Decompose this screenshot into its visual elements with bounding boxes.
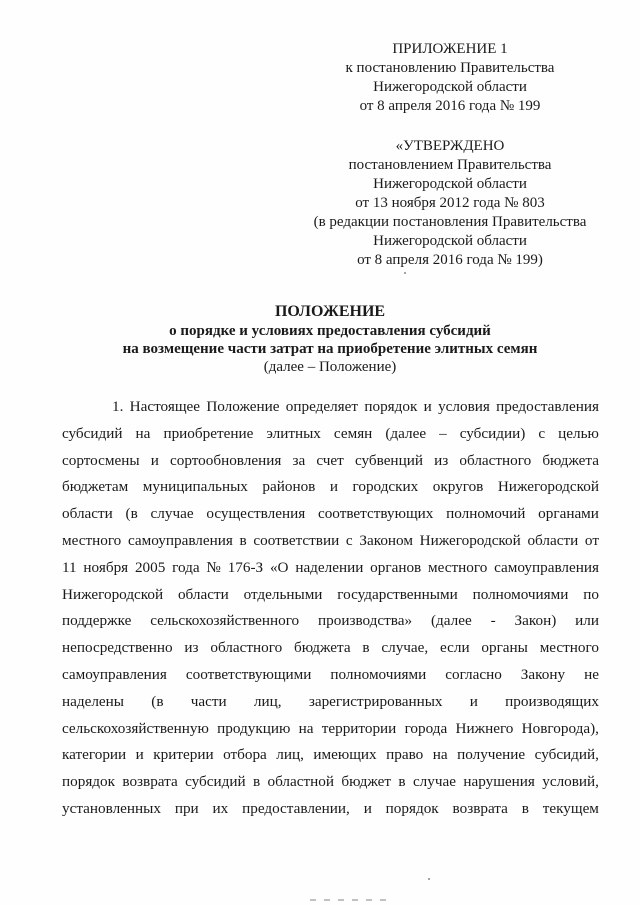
body-word: осуществления bbox=[206, 505, 306, 523]
body-word: бюджета bbox=[293, 639, 351, 657]
body-word: (далее bbox=[385, 424, 427, 442]
body-word: наделении bbox=[295, 558, 364, 576]
document-body bbox=[62, 394, 599, 823]
body-word: продукцию bbox=[217, 719, 291, 737]
body-word: критерии bbox=[153, 746, 214, 764]
body-word: из bbox=[434, 451, 449, 469]
body-word: районов bbox=[262, 478, 316, 496]
body-word: местного bbox=[539, 639, 599, 657]
body-word: области bbox=[177, 585, 229, 603]
body-word: органами bbox=[538, 505, 599, 523]
body-word: полномочий bbox=[446, 505, 526, 523]
body-word: в bbox=[252, 773, 261, 791]
body-word: областной bbox=[267, 773, 334, 791]
body-word: (в bbox=[151, 692, 164, 710]
body-word: государственными bbox=[337, 585, 458, 603]
body-word: соответствии bbox=[253, 531, 340, 549]
body-word: 2005 bbox=[134, 558, 166, 576]
body-word: определяет bbox=[285, 398, 359, 415]
body-word: на bbox=[135, 424, 151, 442]
body-word: производящих bbox=[505, 692, 599, 710]
body-word: года bbox=[172, 558, 200, 576]
body-line bbox=[62, 662, 599, 689]
body-word: возврата bbox=[452, 799, 508, 817]
body-word: согласно bbox=[445, 665, 502, 683]
body-word: право bbox=[386, 746, 424, 764]
body-word: Закон) bbox=[514, 612, 557, 630]
body-word: Законом bbox=[359, 531, 413, 549]
body-word: порядок bbox=[62, 773, 116, 791]
body-word: бюджетам bbox=[62, 478, 129, 496]
body-word: Нижегородской bbox=[419, 531, 521, 549]
body-word: счет bbox=[316, 451, 344, 469]
body-word: субвенций bbox=[354, 451, 423, 469]
title-heading: ПОЛОЖЕНИЕ bbox=[274, 303, 386, 320]
body-word: соответствующими bbox=[185, 665, 312, 683]
appendix-line: Нижегородской области bbox=[373, 79, 527, 95]
body-word: - bbox=[490, 612, 496, 630]
body-word: (далее bbox=[430, 612, 472, 630]
appendix-line: от 8 апреля 2016 года № 199 bbox=[359, 98, 541, 114]
body-word: при bbox=[174, 799, 199, 817]
body-word: случае bbox=[412, 773, 456, 791]
body-word: их bbox=[212, 799, 229, 817]
body-word: семян bbox=[333, 424, 373, 442]
body-word: – bbox=[439, 424, 447, 442]
body-word: самоуправления bbox=[494, 558, 599, 576]
approved-line: (в редакции постановления Правительства bbox=[313, 214, 587, 230]
body-word: отбора bbox=[223, 746, 267, 764]
body-word: области bbox=[527, 531, 579, 549]
body-word: и bbox=[469, 692, 478, 710]
body-word: и bbox=[329, 478, 338, 496]
body-word: условий, bbox=[542, 773, 599, 791]
body-word: сельскохозяйственную bbox=[62, 719, 209, 737]
body-word: установленных bbox=[62, 799, 161, 817]
body-word: и bbox=[150, 451, 159, 469]
scan-speck bbox=[428, 878, 430, 880]
approved-line: от 8 апреля 2016 года № 199) bbox=[357, 252, 543, 268]
body-word: территории bbox=[321, 719, 397, 737]
body-word: (в bbox=[125, 505, 138, 523]
body-word: порядок bbox=[364, 398, 418, 415]
body-word: муниципальных bbox=[142, 478, 248, 496]
body-word: из bbox=[184, 639, 199, 657]
approved-line: Нижегородской области bbox=[373, 233, 527, 249]
body-line bbox=[62, 394, 599, 421]
body-line bbox=[62, 501, 599, 528]
body-word: органов bbox=[370, 558, 422, 576]
body-word: в bbox=[398, 773, 406, 791]
title-note: (далее – Положение) bbox=[263, 359, 397, 375]
approved-line: постановлением Правительства bbox=[348, 157, 552, 173]
body-word: Нижнего bbox=[455, 719, 514, 737]
scan-artifact bbox=[310, 899, 390, 901]
body-word: сортосмены bbox=[62, 451, 140, 469]
body-word: предоставлении, bbox=[242, 799, 350, 817]
body-word: округов bbox=[432, 478, 484, 496]
body-word: сортообновления bbox=[169, 451, 282, 469]
body-line bbox=[62, 448, 599, 475]
body-line bbox=[62, 689, 599, 716]
body-word: поддержке bbox=[62, 612, 132, 630]
body-word: 11 bbox=[62, 558, 77, 576]
body-word: порядок bbox=[385, 799, 439, 817]
body-word: бюджета bbox=[542, 451, 599, 469]
body-word: на bbox=[298, 719, 314, 737]
document-title bbox=[60, 303, 600, 376]
body-word: 176-З bbox=[227, 558, 264, 576]
body-word: субсидий, bbox=[534, 746, 599, 764]
body-line bbox=[62, 582, 599, 609]
appendix-line: ПРИЛОЖЕНИЕ 1 bbox=[392, 41, 508, 57]
body-word: категории bbox=[62, 746, 127, 764]
body-word: с bbox=[538, 424, 546, 442]
title-subtitle: о порядке и условиях предоставления субсидий bbox=[169, 323, 491, 339]
body-word: Закону bbox=[520, 665, 566, 683]
body-word: № bbox=[206, 558, 221, 576]
body-word: самоуправления bbox=[127, 531, 233, 549]
body-word: и bbox=[423, 398, 432, 415]
body-line bbox=[62, 742, 599, 769]
body-word: и bbox=[135, 746, 144, 764]
body-word: производства» bbox=[318, 612, 413, 630]
appendix-line: к постановлению Правительства bbox=[345, 60, 555, 76]
appendix-stamp bbox=[300, 40, 600, 116]
body-word: лиц, bbox=[253, 692, 282, 710]
body-word: областного bbox=[210, 639, 283, 657]
body-word: текущем bbox=[542, 799, 599, 817]
body-line bbox=[62, 421, 599, 448]
body-word: целью bbox=[558, 424, 599, 442]
body-line bbox=[62, 555, 599, 582]
body-word: приобретение bbox=[163, 424, 254, 442]
body-word: Новгорода), bbox=[521, 719, 599, 737]
body-word: и bbox=[363, 799, 372, 817]
body-line bbox=[62, 608, 599, 635]
body-word: за bbox=[292, 451, 306, 469]
body-word: в bbox=[362, 639, 370, 657]
body-word: элитных bbox=[266, 424, 321, 442]
body-line bbox=[62, 528, 599, 555]
body-word: местного bbox=[428, 558, 488, 576]
body-word: ноября bbox=[83, 558, 129, 576]
body-line bbox=[62, 769, 599, 796]
body-word: отдельными bbox=[243, 585, 323, 603]
title-subtitle: на возмещение части затрат на приобретение элитных семян bbox=[122, 341, 538, 357]
body-word: соответствующих bbox=[317, 505, 434, 523]
body-word: лиц, bbox=[276, 746, 304, 764]
body-word: не bbox=[584, 665, 599, 683]
body-word: субсидий bbox=[62, 424, 123, 442]
body-word: субсидий bbox=[185, 773, 246, 791]
body-word: полномочиями bbox=[472, 585, 569, 603]
body-word: на bbox=[432, 746, 448, 764]
scan-speck bbox=[404, 272, 406, 274]
body-word: города bbox=[404, 719, 448, 737]
body-word: в bbox=[239, 531, 247, 549]
body-line bbox=[62, 796, 599, 823]
body-word: области bbox=[62, 505, 113, 523]
body-word: субсидии) bbox=[459, 424, 526, 442]
body-word: по bbox=[583, 585, 599, 603]
body-word: от bbox=[584, 531, 599, 549]
body-word: или bbox=[575, 612, 599, 630]
body-line bbox=[62, 716, 599, 743]
approved-stamp bbox=[300, 137, 600, 270]
body-word: сельскохозяйственного bbox=[150, 612, 300, 630]
body-word: наделены bbox=[62, 692, 124, 710]
body-word: получение bbox=[457, 746, 526, 764]
approved-line: от 13 ноября 2012 года № 803 bbox=[355, 195, 545, 211]
body-word: 1. bbox=[112, 398, 124, 415]
body-word: полномочиями bbox=[330, 665, 427, 683]
body-word: областного bbox=[459, 451, 532, 469]
body-word: части bbox=[190, 692, 227, 710]
approved-line: Нижегородской области bbox=[373, 176, 527, 192]
body-word: Положение bbox=[206, 398, 280, 415]
body-word: случае bbox=[150, 505, 194, 523]
body-word: местного bbox=[62, 531, 122, 549]
body-word: бюджет bbox=[341, 773, 392, 791]
body-word: условия bbox=[438, 398, 490, 415]
body-word: Нижегородской bbox=[497, 478, 599, 496]
body-word: непосредственно bbox=[62, 639, 173, 657]
body-word: если bbox=[440, 639, 470, 657]
body-word: Нижегородской bbox=[62, 585, 164, 603]
body-word: случае, bbox=[381, 639, 429, 657]
approved-line: «УТВЕРЖДЕНО bbox=[395, 138, 505, 154]
body-line bbox=[62, 635, 599, 662]
body-line bbox=[62, 474, 599, 501]
body-word: с bbox=[345, 531, 353, 549]
body-word: органы bbox=[481, 639, 528, 657]
body-word: городских bbox=[352, 478, 419, 496]
body-word: Настоящее bbox=[129, 398, 201, 415]
body-word: в bbox=[521, 799, 529, 817]
body-word: нарушения bbox=[463, 773, 535, 791]
body-word: самоуправления bbox=[62, 665, 167, 683]
body-word: зарегистрированных bbox=[308, 692, 443, 710]
body-word: «О bbox=[269, 558, 289, 576]
body-word: имеющих bbox=[313, 746, 377, 764]
body-word: предоставления bbox=[496, 398, 599, 415]
body-word: возврата bbox=[122, 773, 178, 791]
